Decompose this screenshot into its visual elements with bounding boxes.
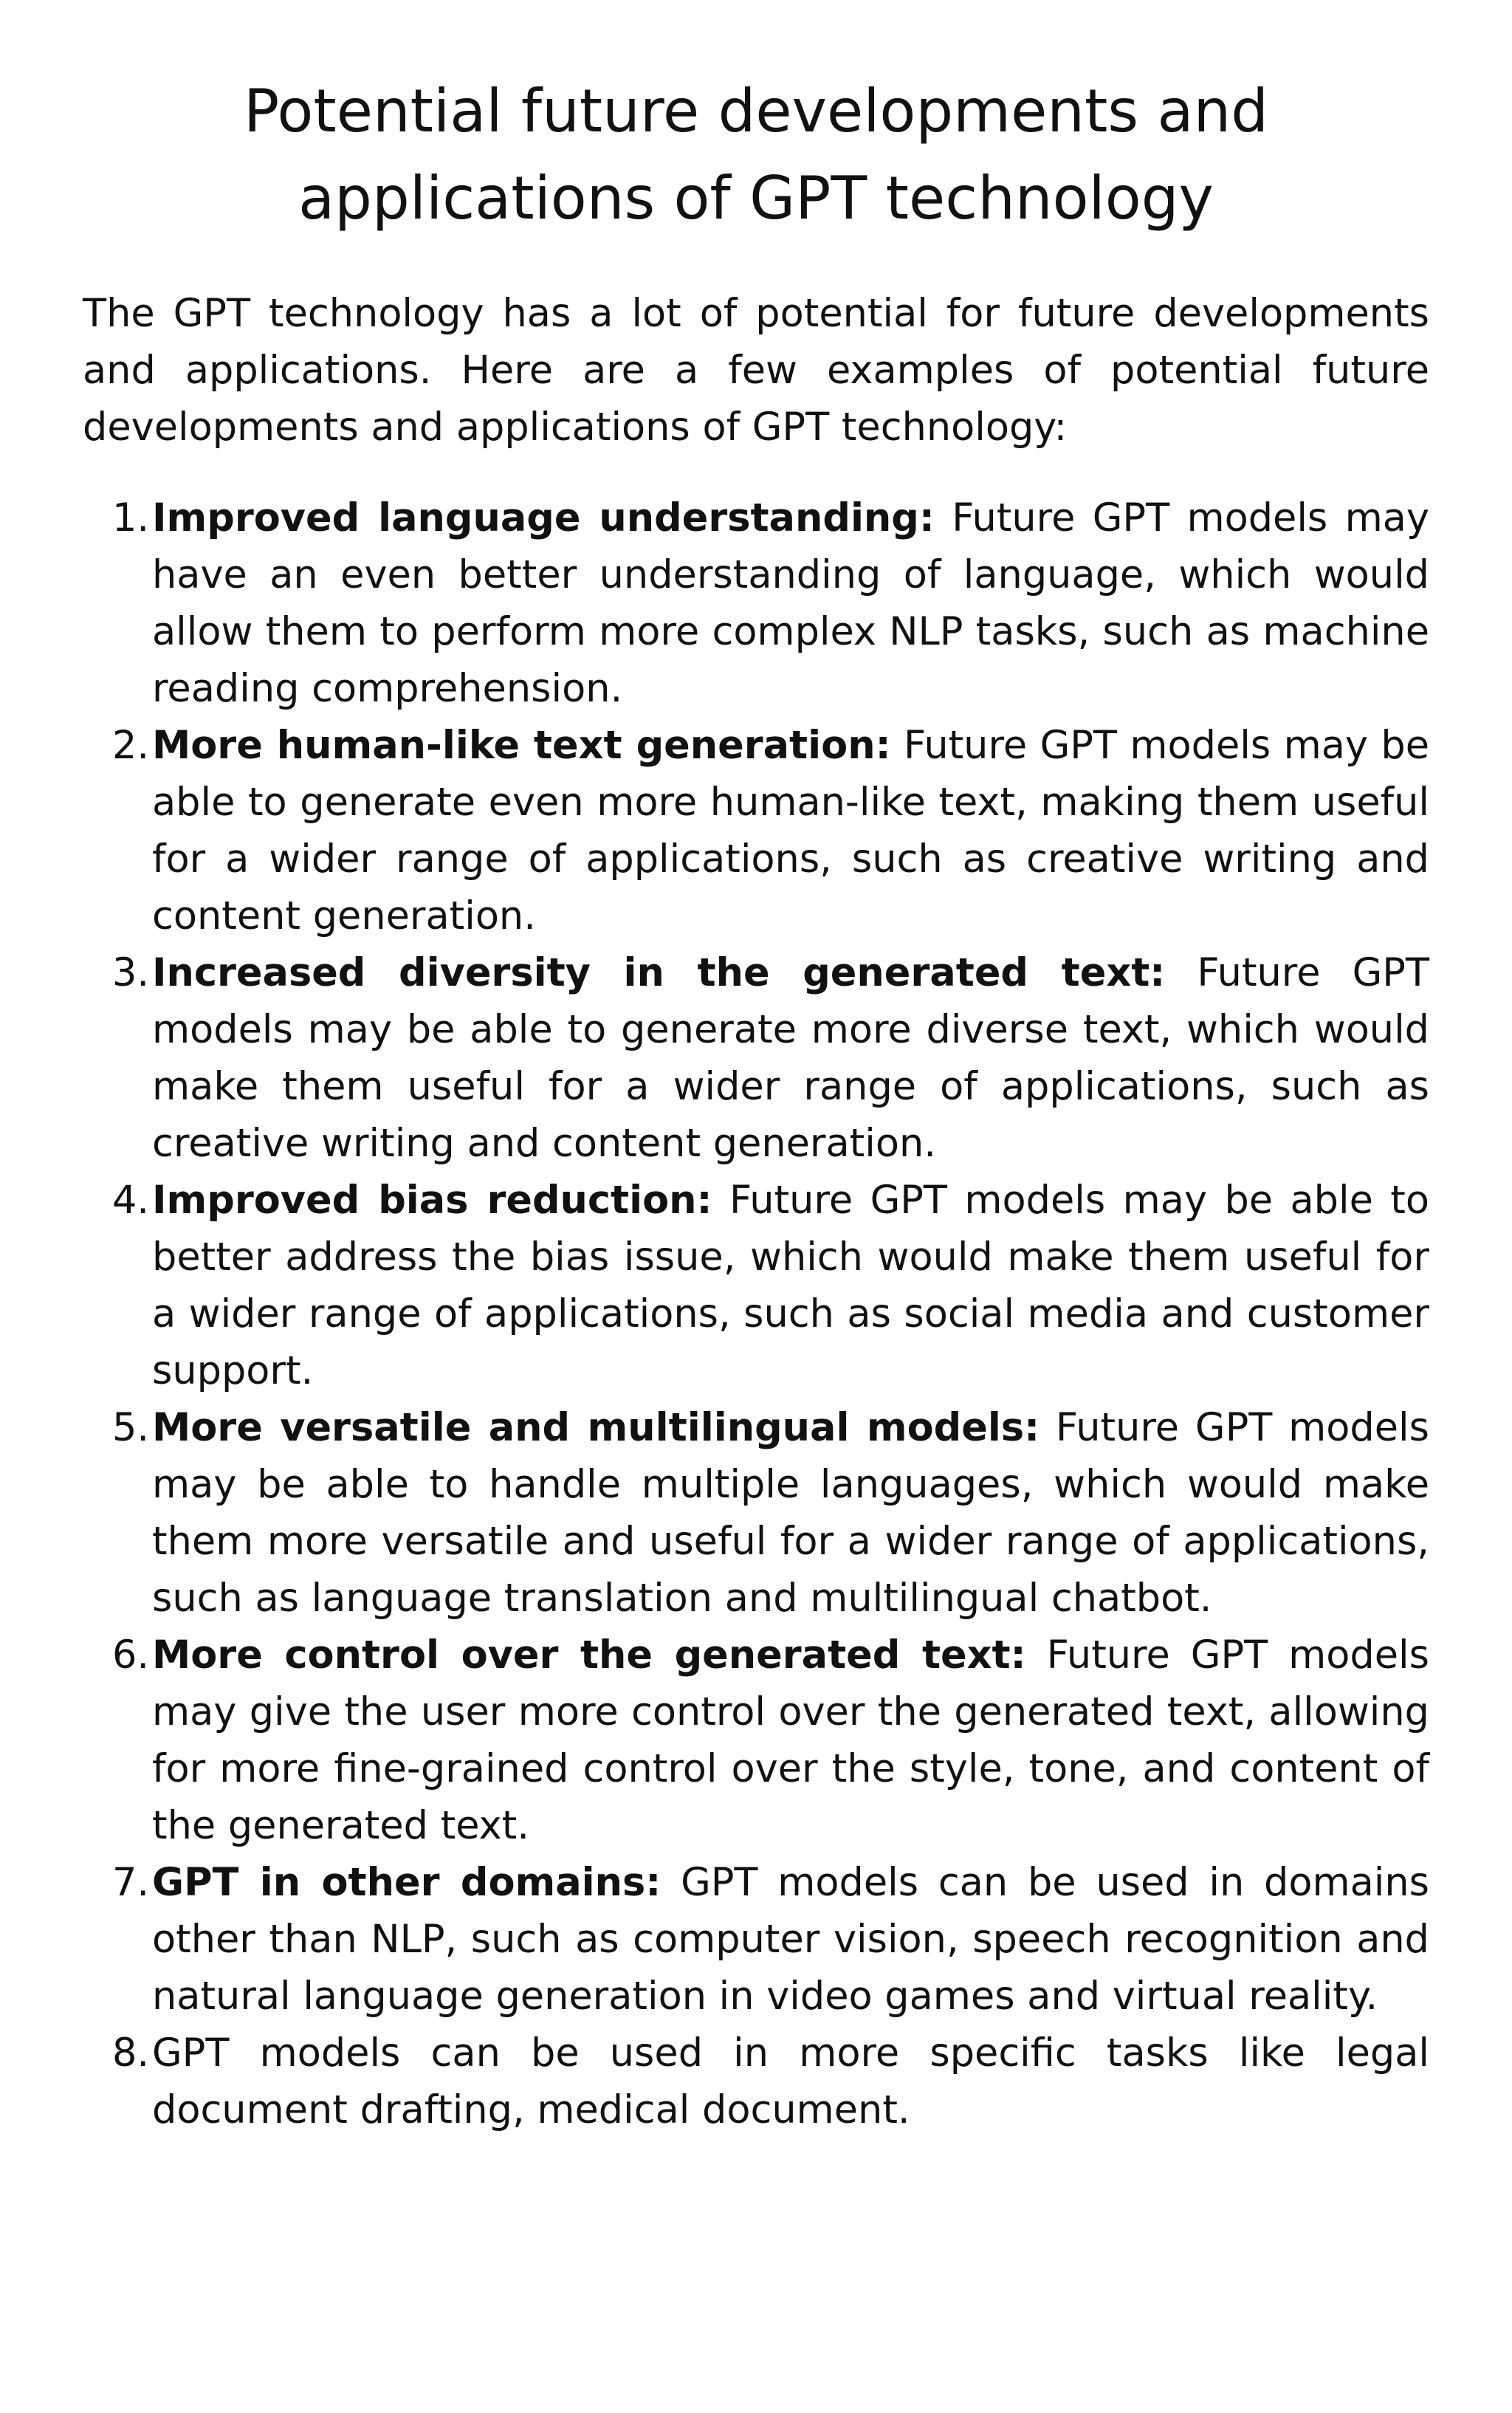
list-item-heading: Improved bias reduction: (152, 1178, 712, 1223)
list-item-heading: Increased diversity in the generated text: (152, 950, 1166, 995)
list-item (83, 944, 1429, 1172)
list-item-number: 1. (112, 495, 150, 540)
list-item-text: Future GPT models may be able to handle multiple languages, which would make them more versatile and useful for a wider range of applications, such as language translation and multilingual chatbot. (152, 1405, 1429, 1621)
list-item (83, 1172, 1429, 1399)
list-item (83, 717, 1429, 944)
list-item (83, 1627, 1429, 1854)
developments-list (83, 490, 1429, 2138)
list-item-heading: More human-like text generation: (152, 723, 891, 768)
list-item-number: 6. (112, 1633, 150, 1678)
list-item-number: 3. (112, 950, 150, 995)
list-item-text: GPT models can be used in domains other than NLP, such as computer vision, speech recognition and natural language generation in video games and virtual reality. (152, 1860, 1429, 2019)
list-item-heading: More versatile and multilingual models: (152, 1405, 1040, 1450)
list-item-number: 2. (112, 723, 150, 768)
list-item-text: Future GPT models may give the user more control over the generated text, allowing for more fine-grained control over the style, tone, and content of the generated text. (152, 1633, 1429, 1848)
list-item-text: Future GPT models may be able to better address the bias issue, which would make them useful for a wider range of applications, such as social media and customer support. (152, 1178, 1429, 1393)
list-item (83, 1854, 1429, 2025)
list-item (83, 1399, 1429, 1627)
list-item-heading: GPT in other domains: (152, 1860, 662, 1905)
intro-paragraph: The GPT technology has a lot of potential for future developments and applications. Here are a few examples of potential future developments and applications of GPT technology: (83, 291, 1429, 450)
page-title: Potential future developments and applications of GPT technology (244, 77, 1268, 233)
list-item (83, 2025, 1429, 2138)
list-item-text: Future GPT models may be able to generate even more human-like text, making them useful for a wider range of applications, such as creative writing and content generation. (152, 723, 1429, 938)
list-item-text: Future GPT models may be able to generate more diverse text, which would make them useful for a wider range of applications, such as creative writing and content generation. (152, 950, 1429, 1166)
list-item-heading: More control over the generated text: (152, 1633, 1026, 1678)
list-item-number: 7. (112, 1860, 150, 1905)
list-item-number: 4. (112, 1178, 150, 1223)
list-item-heading: Improved language understanding: (152, 495, 935, 540)
list-item-text: GPT models can be used in more specific tasks like legal document drafting, medical document. (152, 2031, 1429, 2132)
list-item-number: 5. (112, 1405, 150, 1450)
list-item-number: 8. (112, 2031, 150, 2076)
list-item-text: Future GPT models may have an even better understanding of language, which would allow them to perform more complex NLP tasks, such as machine reading comprehension. (152, 495, 1429, 711)
list-item (83, 490, 1429, 717)
